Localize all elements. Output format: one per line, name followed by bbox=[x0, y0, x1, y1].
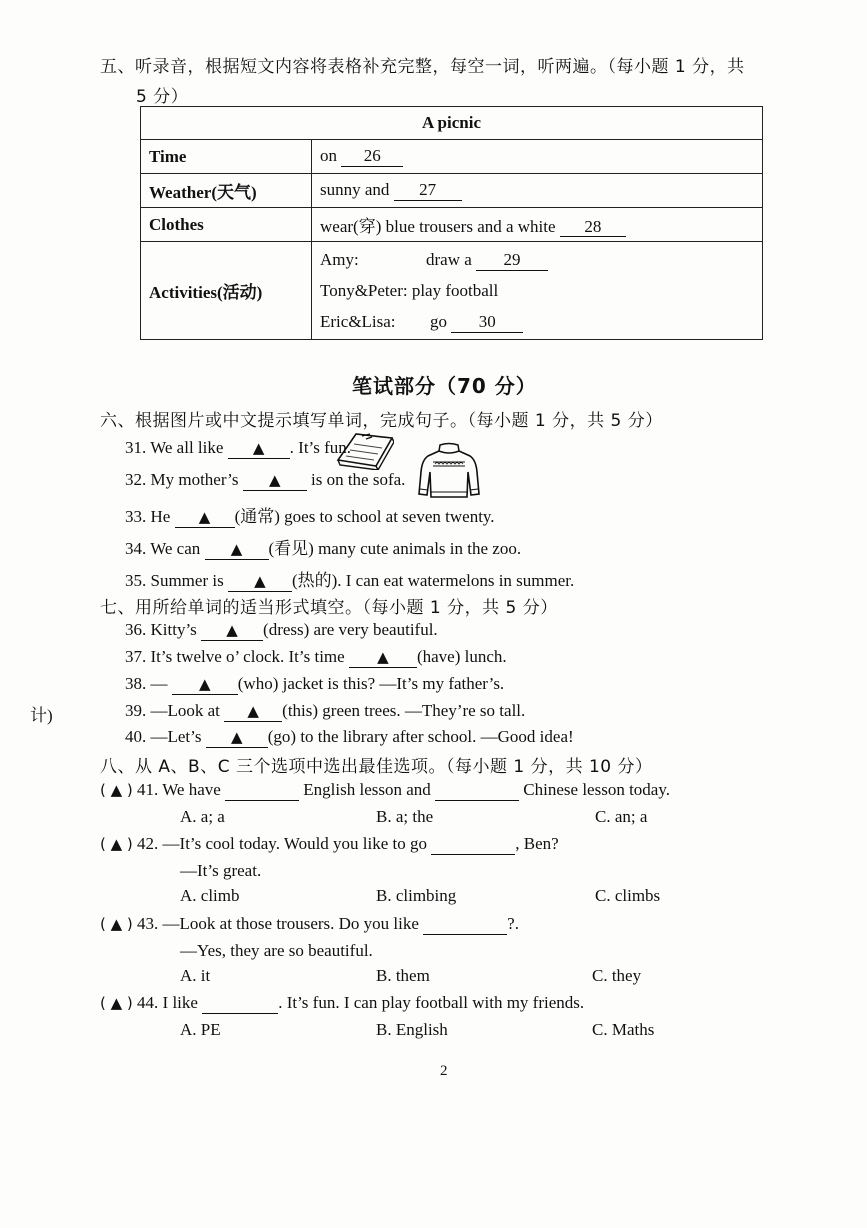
question-text: 31. We all like bbox=[125, 438, 224, 457]
option-a[interactable]: A. PE bbox=[180, 1020, 221, 1039]
row-label: Time bbox=[141, 140, 312, 174]
answer-blank[interactable] bbox=[202, 994, 278, 1014]
question-text: 35. Summer is bbox=[125, 571, 224, 590]
activity-text: draw a bbox=[426, 250, 472, 269]
question-text: 33. He bbox=[125, 507, 171, 526]
picnic-table bbox=[140, 106, 763, 340]
question-40 bbox=[125, 727, 574, 748]
question-text: (热的). I can eat watermelons in summer. bbox=[291, 571, 575, 590]
option-c[interactable]: C. Maths bbox=[592, 1020, 655, 1039]
question-text: (go) to the library after school. —Good idea! bbox=[267, 727, 574, 746]
answer-blank[interactable] bbox=[205, 540, 269, 560]
question-text: 32. My mother’s bbox=[125, 470, 239, 489]
question-text: . It’s fun. bbox=[289, 438, 352, 457]
section6-heading: 六、根据图片或中文提示填写单词，完成句子。（每小题 1 分，共 5 分） bbox=[100, 411, 663, 431]
answer-blank[interactable]: 29 bbox=[476, 251, 548, 271]
table-row bbox=[141, 140, 763, 174]
answer-marker: ▲ bbox=[198, 675, 211, 693]
page-number: 2 bbox=[440, 1063, 448, 1079]
activity-text: play football bbox=[411, 281, 499, 300]
question-reply: —It’s great. bbox=[180, 861, 262, 880]
sweater-icon bbox=[418, 442, 480, 500]
question-34 bbox=[125, 534, 521, 560]
question-39 bbox=[125, 701, 525, 722]
row-label: Activities(活动) bbox=[141, 242, 312, 340]
question-text: (通常) goes to school at seven twenty. bbox=[234, 507, 495, 526]
option-b[interactable]: B. a; the bbox=[376, 807, 434, 826]
question-38 bbox=[125, 674, 504, 695]
answer-blank[interactable] bbox=[225, 781, 299, 801]
answer-marker: ▲ bbox=[252, 439, 265, 457]
question-text: 41. We have bbox=[137, 780, 221, 799]
section8-heading: 八、从 A、B、C 三个选项中选出最佳选项。（每小题 1 分，共 10 分） bbox=[100, 757, 653, 777]
question-text: 43. —Look at those trousers. Do you like bbox=[137, 914, 419, 933]
answer-blank[interactable] bbox=[206, 728, 268, 748]
table-row bbox=[141, 242, 763, 340]
answer-marker: ▲ bbox=[247, 702, 259, 720]
answer-marker: ▲ bbox=[226, 621, 238, 639]
question-text: (看见) many cute animals in the zoo. bbox=[268, 539, 522, 558]
question-32 bbox=[125, 470, 405, 491]
answer-bracket[interactable]: ( ▲ ) bbox=[100, 835, 133, 853]
option-a[interactable]: A. it bbox=[180, 966, 211, 985]
question-text: (this) green trees. —They’re so tall. bbox=[282, 701, 526, 720]
option-a[interactable]: A. climb bbox=[180, 886, 240, 905]
question-36 bbox=[125, 620, 438, 641]
answer-blank[interactable] bbox=[243, 471, 307, 491]
row-label: Clothes bbox=[141, 208, 312, 242]
row-label: Weather(天气) bbox=[141, 174, 312, 208]
option-b[interactable]: B. English bbox=[376, 1020, 448, 1039]
answer-blank[interactable] bbox=[431, 835, 515, 855]
question-text: (have) lunch. bbox=[416, 647, 507, 666]
section7-heading: 七、用所给单词的适当形式填空。（每小题 1 分，共 5 分） bbox=[100, 598, 558, 618]
row-text: on bbox=[320, 146, 337, 166]
answer-blank[interactable]: 27 bbox=[394, 181, 462, 201]
section5-heading-cont: 5 分） bbox=[136, 87, 189, 107]
table-title: A picnic bbox=[141, 107, 763, 140]
question-text: 37. It’s twelve o’ clock. It’s time bbox=[125, 647, 345, 666]
option-c[interactable]: C. climbs bbox=[595, 886, 661, 905]
activity-line bbox=[320, 244, 754, 275]
answer-blank[interactable] bbox=[201, 621, 263, 641]
question-text: (dress) are very beautiful. bbox=[263, 620, 438, 639]
option-c[interactable]: C. they bbox=[592, 966, 642, 985]
answer-blank[interactable]: 28 bbox=[560, 218, 626, 238]
activity-line bbox=[320, 306, 754, 337]
activity-who: Eric&Lisa: bbox=[320, 312, 396, 331]
question-text: 34. We can bbox=[125, 539, 201, 558]
question-text: , Ben? bbox=[515, 834, 559, 853]
table-row bbox=[141, 174, 763, 208]
activity-text: go bbox=[430, 312, 447, 331]
question-text: 39. —Look at bbox=[125, 701, 220, 720]
answer-blank[interactable] bbox=[175, 508, 235, 528]
question-text: 42. —It’s cool today. Would you like to go bbox=[137, 834, 428, 853]
answer-marker: ▲ bbox=[230, 540, 243, 558]
question-text: 44. I like bbox=[137, 993, 198, 1012]
margin-mark: 计) bbox=[30, 706, 53, 725]
answer-blank[interactable] bbox=[172, 675, 238, 695]
answer-blank[interactable] bbox=[224, 702, 282, 722]
question-41 bbox=[100, 780, 670, 801]
option-c[interactable]: C. an; a bbox=[595, 807, 648, 826]
answer-blank[interactable] bbox=[228, 572, 292, 592]
question-42 bbox=[100, 834, 559, 855]
answer-blank[interactable] bbox=[228, 439, 290, 459]
question-text: English lesson and bbox=[303, 780, 431, 799]
section5-heading: 五、听录音，根据短文内容将表格补充完整，每空一词，听两遍。（每小题 1 分，共 bbox=[100, 57, 745, 77]
activity-line bbox=[320, 275, 754, 306]
answer-blank[interactable] bbox=[435, 781, 519, 801]
question-text: 36. Kitty’s bbox=[125, 620, 197, 639]
question-33 bbox=[125, 502, 495, 528]
answer-blank[interactable]: 30 bbox=[451, 313, 523, 333]
question-text: 40. —Let’s bbox=[125, 727, 202, 746]
answer-blank[interactable]: 26 bbox=[341, 147, 403, 167]
question-text: Chinese lesson today. bbox=[523, 780, 670, 799]
table-row bbox=[141, 208, 763, 242]
book-icon bbox=[332, 430, 394, 470]
answer-marker: ▲ bbox=[377, 648, 389, 666]
answer-marker: ▲ bbox=[230, 728, 243, 746]
question-44 bbox=[100, 993, 584, 1014]
question-text: 38. — bbox=[125, 674, 168, 693]
question-text: is on the sofa. bbox=[311, 470, 406, 489]
question-31 bbox=[125, 438, 351, 459]
answer-bracket[interactable]: ( ▲ ) bbox=[100, 994, 133, 1012]
question-text: ?. bbox=[507, 914, 519, 933]
row-text: wear(穿) blue trousers and a white bbox=[320, 216, 556, 236]
answer-marker: ▲ bbox=[254, 572, 266, 590]
option-a[interactable]: A. a; a bbox=[180, 807, 225, 826]
question-37 bbox=[125, 647, 507, 668]
question-35 bbox=[125, 566, 574, 592]
option-b[interactable]: B. them bbox=[376, 966, 430, 985]
row-text: sunny and bbox=[320, 180, 390, 200]
written-part-title: 笔试部分（70 分） bbox=[352, 374, 537, 398]
answer-marker: ▲ bbox=[268, 471, 281, 489]
question-reply: —Yes, they are so beautiful. bbox=[180, 941, 373, 960]
answer-bracket[interactable]: ( ▲ ) bbox=[100, 781, 133, 799]
answer-bracket[interactable]: ( ▲ ) bbox=[100, 915, 133, 933]
question-43 bbox=[100, 914, 519, 935]
question-text: (who) jacket is this? —It’s my father’s. bbox=[237, 674, 505, 693]
answer-blank[interactable] bbox=[349, 648, 417, 668]
answer-marker: ▲ bbox=[198, 508, 211, 526]
answer-blank[interactable] bbox=[423, 915, 507, 935]
question-text: . It’s fun. I can play football with my friends. bbox=[278, 993, 585, 1012]
activity-who: Amy: bbox=[320, 250, 359, 269]
option-b[interactable]: B. climbing bbox=[376, 886, 457, 905]
activity-who: Tony&Peter: bbox=[320, 281, 408, 300]
